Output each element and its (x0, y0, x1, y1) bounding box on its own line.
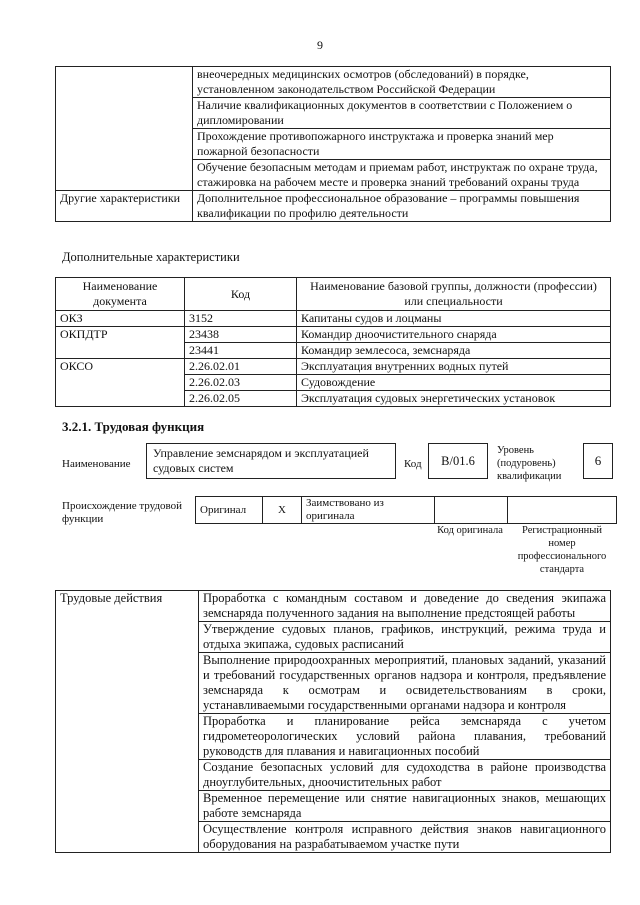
section-title: Дополнительные характеристики (62, 250, 240, 264)
doc-cell: ОКПДТР (56, 327, 185, 359)
requirement-item: Прохождение противопожарного инструктажа и проверка знаний мер пожарной безопасности (193, 128, 610, 159)
requirement-item: Дополнительное профессиональное образование – программы повышения квалификации по профилю деятельности (193, 191, 611, 222)
name-cell: Эксплуатация внутренних водных путей (297, 359, 611, 375)
column-header: Наименование документа (56, 278, 185, 311)
code-cell: 3152 (185, 311, 297, 327)
doc-cell: ОКСО (56, 359, 185, 407)
level-label: Уровень (подуровень) квалификации (497, 445, 562, 482)
table-row (196, 497, 617, 524)
registration-number-caption: Регистрационный номер профессионального стандарта (517, 525, 607, 575)
code-cell: 23438 (185, 327, 297, 343)
action-item: Проработка и планирование рейса земснаряда с учетом гидрометеорологических условий района плавания, требований руководств для плавания и навигационных пособий (199, 713, 610, 759)
action-item: Создание безопасных условий для судоходства в районе производства дноуглубительных, дноочистительных работ (199, 759, 610, 790)
original-code-caption: Код оригинала (437, 525, 503, 536)
action-item: Утверждение судовых планов, графиков, инструкций, режима труда и отдыха экипажа, судовых расписаний (199, 621, 610, 652)
origin-table (195, 496, 617, 524)
table-row (56, 191, 611, 222)
table-row (56, 359, 611, 375)
name-cell: Судовождение (297, 375, 611, 391)
registration-number-cell (508, 497, 617, 524)
labour-actions-table (55, 590, 611, 853)
action-item: Временное перемещение или снятие навигационных знаков, мешающих работе земснаряда (199, 790, 610, 821)
table-row (56, 311, 611, 327)
action-item: Осуществление контроля исправного действия знаков навигационного оборудования на разрабатываемом участке пути (199, 821, 610, 852)
column-header: Код (185, 278, 297, 311)
requirement-item: внеочередных медицинских осмотров (обследований) в порядке, установленном законодательством Российской Федерации (197, 67, 529, 96)
borrowed-label: Заимствовано из оригинала (302, 497, 435, 524)
level-box: 6 (583, 443, 613, 479)
column-header: Наименование базовой группы, должности (профессии) или специальности (297, 278, 611, 311)
action-item: Выполнение природоохранных мероприятий, плановых заданий, указаний и требований государственных органов надзора и контроля, предъявление земснаряда к осмотрам и освидетельствованиям в сроки, устанавливаемыми государственными органами надзора и контроля (199, 652, 610, 713)
row-label: Другие характеристики (56, 191, 193, 222)
requirement-item: Обучение безопасным методам и приемам работ, инструктаж по охране труда, стажировка на рабочем месте и проверка знаний требований охраны труда (193, 159, 610, 190)
function-code-box: B/01.6 (428, 443, 488, 479)
name-label: Наименование (62, 458, 131, 470)
function-name-box: Управление земснарядом и эксплуатацией судовых систем (146, 443, 396, 479)
table-row (56, 591, 611, 853)
requirement-item: Наличие квалификационных документов в соответствии с Положением о дипломировании (193, 97, 610, 128)
table-row (56, 327, 611, 343)
additional-characteristics-table (55, 277, 611, 407)
name-cell: Командир дноочистительного снаряда (297, 327, 611, 343)
action-item: Проработка с командным составом и доведение до сведения экипажа земснаряда полученного задания на выполнение предстоящей работы (203, 591, 606, 620)
name-cell: Капитаны судов и лоцманы (297, 311, 611, 327)
table-row (56, 67, 611, 191)
original-code-cell (435, 497, 508, 524)
name-cell: Командир землесоса, земснаряда (297, 343, 611, 359)
origin-label: Происхождение трудовой функции (62, 500, 183, 525)
code-cell: 2.26.02.01 (185, 359, 297, 375)
code-cell: 2.26.02.03 (185, 375, 297, 391)
page-number: 9 (317, 38, 323, 52)
name-cell: Эксплуатация судовых энергетических установок (297, 391, 611, 407)
code-label: Код (404, 458, 422, 470)
original-mark: X (263, 497, 302, 524)
actions-label: Трудовые действия (56, 591, 199, 853)
function-title: 3.2.1. Трудовая функция (62, 419, 205, 434)
original-label: Оригинал (196, 497, 263, 524)
table-header-row (56, 278, 611, 311)
code-cell: 2.26.02.05 (185, 391, 297, 407)
code-cell: 23441 (185, 343, 297, 359)
qualification-requirements-table (55, 66, 611, 222)
row-label (56, 67, 193, 191)
doc-cell: ОКЗ (56, 311, 185, 327)
